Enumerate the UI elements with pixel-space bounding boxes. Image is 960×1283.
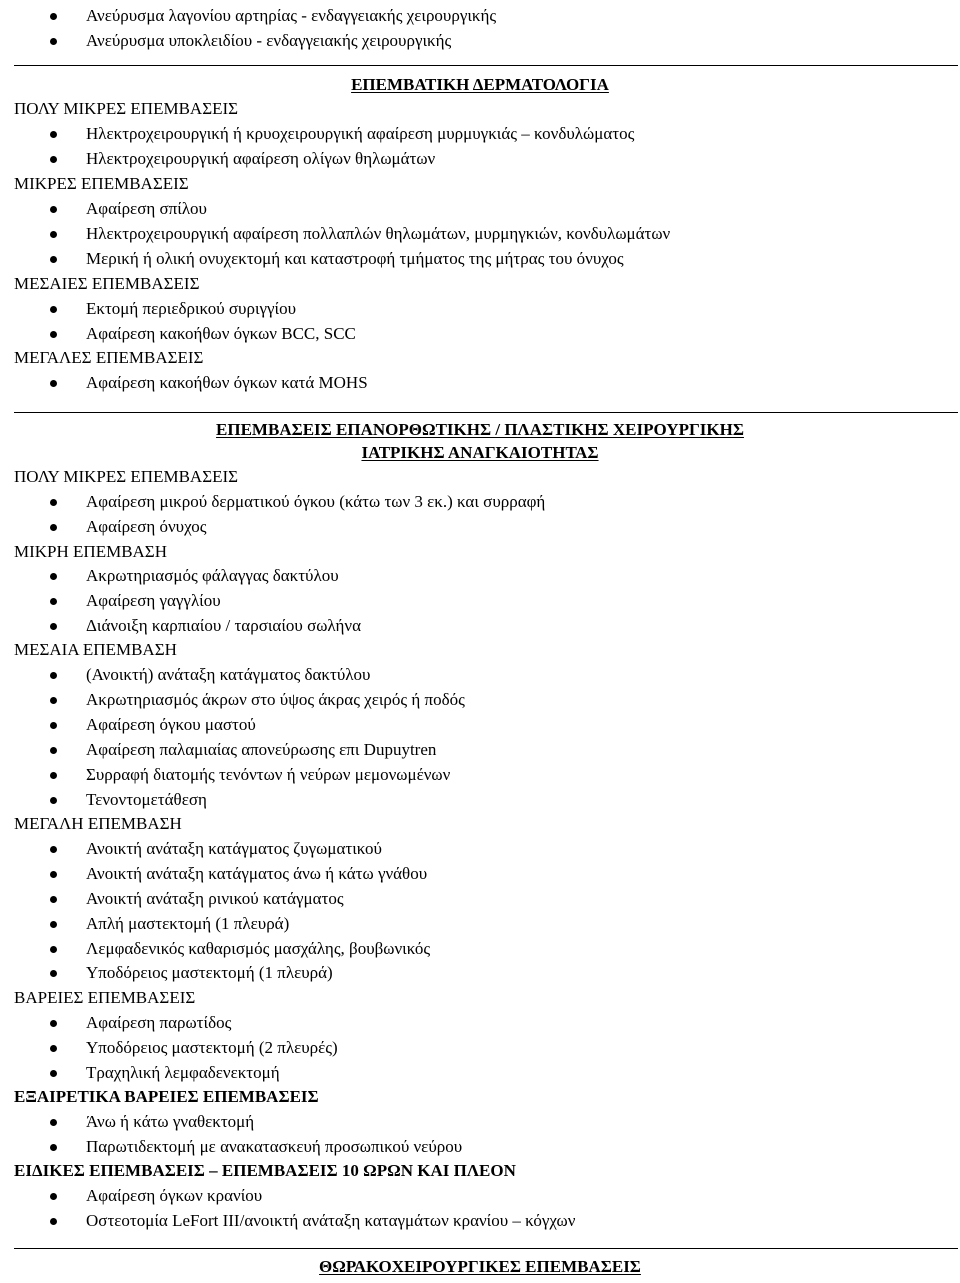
list-item: Ακρωτηριασμός φάλαγγας δακτύλου <box>86 564 339 588</box>
list-item: Ηλεκτροχειρουργική αφαίρεση πολλαπλών θηλωμάτων, μυρμηγκιών, κονδυλωμάτων <box>86 222 670 246</box>
section-title: ΘΩΡΑΚΟΧΕΙΡΟΥΡΓΙΚΕΣ ΕΠΕΜΒΑΣΕΙΣ <box>319 1257 641 1276</box>
category-heading: ΒΑΡΕΙΕΣ ΕΠΕΜΒΑΣΕΙΣ <box>14 988 196 1007</box>
list-item: Αφαίρεση όνυχος <box>86 515 207 539</box>
list-item: Μερική ή ολική ονυχεκτομή και καταστροφή τμήματος της μήτρας του όνυχος <box>86 247 624 271</box>
category-heading: ΠΟΛΥ ΜΙΚΡΕΣ ΕΠΕΜΒΑΣΕΙΣ <box>14 467 239 486</box>
list-item: Παρωτιδεκτομή με ανακατασκευή προσωπικού νεύρου <box>86 1135 462 1159</box>
list-item: Ηλεκτροχειρουργική ή κρυοχειρουργική αφαίρεση μυρμυγκιάς – κονδυλώματος <box>86 122 634 146</box>
table-row-divider <box>14 1248 958 1249</box>
table-row-divider <box>14 65 958 66</box>
list-item: Αφαίρεση γαγγλίου <box>86 589 221 613</box>
list-item: Λεμφαδενικός καθαρισμός μασχάλης, βουβωνικός <box>86 937 430 961</box>
list-item: Ανοικτή ανάταξη ρινικού κατάγματος <box>86 887 344 911</box>
category-heading: ΜΕΣΑΙΑ ΕΠΕΜΒΑΣΗ <box>14 640 177 659</box>
category-heading: ΜΕΣΑΙΕΣ ΕΠΕΜΒΑΣΕΙΣ <box>14 274 200 293</box>
list-item: Ανεύρυσμα λαγονίου αρτηρίας - ενδαγγειακής χειρουργικής <box>86 4 496 28</box>
list-item: Ανοικτή ανάταξη κατάγματος άνω ή κάτω γνάθου <box>86 862 427 886</box>
list-item: Ακρωτηριασμός άκρων στο ύψος άκρας χειρός ή ποδός <box>86 688 465 712</box>
category-heading: ΜΙΚΡΕΣ ΕΠΕΜΒΑΣΕΙΣ <box>14 174 189 193</box>
list-item: Αφαίρεση όγκων κρανίου <box>86 1184 262 1208</box>
list-item: Οστεοτομία LeFort III/ανοικτή ανάταξη καταγμάτων κρανίου – κόγχων <box>86 1209 575 1233</box>
list-item: (Ανοικτή) ανάταξη κατάγματος δακτύλου <box>86 663 370 687</box>
list-item: Αφαίρεση παρωτίδος <box>86 1011 231 1035</box>
list-item: Αφαίρεση σπίλου <box>86 197 207 221</box>
list-item: Αφαίρεση κακοήθων όγκων BCC, SCC <box>86 322 356 346</box>
category-heading: ΜΕΓΑΛΗ ΕΠΕΜΒΑΣΗ <box>14 814 182 833</box>
section-title: ΙΑΤΡΙΚΗΣ ΑΝΑΓΚΑΙΟΤΗΤΑΣ <box>361 443 599 462</box>
list-item: Απλή μαστεκτομή (1 πλευρά) <box>86 912 289 936</box>
category-heading: ΜΙΚΡΗ ΕΠΕΜΒΑΣΗ <box>14 542 167 561</box>
list-item: Τενοντομετάθεση <box>86 788 207 812</box>
category-heading: ΜΕΓΑΛΕΣ ΕΠΕΜΒΑΣΕΙΣ <box>14 348 204 367</box>
list-item: Διάνοιξη καρπιαίου / ταρσιαίου σωλήνα <box>86 614 361 638</box>
list-item: Ανεύρυσμα υποκλειδίου - ενδαγγειακής χειρουργικής <box>86 29 451 53</box>
table-row-divider <box>14 412 958 413</box>
category-heading: ΕΙΔΙΚΕΣ ΕΠΕΜΒΑΣΕΙΣ – ΕΠΕΜΒΑΣΕΙΣ 10 ΩΡΩΝ ΚΑΙ ΠΛΕΟΝ <box>14 1161 516 1180</box>
list-item: Υποδόρειος μαστεκτομή (1 πλευρά) <box>86 961 333 985</box>
list-item: Υποδόρειος μαστεκτομή (2 πλευρές) <box>86 1036 338 1060</box>
list-item: Αφαίρεση παλαμιαίας απονεύρωσης επι Dupuytren <box>86 738 436 762</box>
list-item: Τραχηλική λεμφαδενεκτομή <box>86 1061 280 1085</box>
section-title: ΕΠΕΜΒΑΣΕΙΣ ΕΠΑΝΟΡΘΩΤΙΚΗΣ / ΠΛΑΣΤΙΚΗΣ ΧΕΙΡΟΥΡΓΙΚΗΣ <box>216 420 744 439</box>
list-item: Εκτομή περιεδρικού συριγγίου <box>86 297 296 321</box>
list-item: Ηλεκτροχειρουργική αφαίρεση ολίγων θηλωμάτων <box>86 147 435 171</box>
section-title: ΕΠΕΜΒΑΤΙΚΗ ΔΕΡΜΑΤΟΛΟΓΙΑ <box>351 75 609 94</box>
list-item: Άνω ή κάτω γναθεκτομή <box>86 1110 254 1134</box>
list-item: Συρραφή διατομής τενόντων ή νεύρων μεμονωμένων <box>86 763 450 787</box>
list-item: Αφαίρεση όγκου μαστού <box>86 713 256 737</box>
list-item: Αφαίρεση κακοήθων όγκων κατά MOHS <box>86 371 368 395</box>
category-heading: ΠΟΛΥ ΜΙΚΡΕΣ ΕΠΕΜΒΑΣΕΙΣ <box>14 99 239 118</box>
list-item: Ανοικτή ανάταξη κατάγματος ζυγωματικού <box>86 837 382 861</box>
list-item: Αφαίρεση μικρού δερματικού όγκου (κάτω των 3 εκ.) και συρραφή <box>86 490 545 514</box>
category-heading: ΕΞΑΙΡΕΤΙΚΑ ΒΑΡΕΙΕΣ ΕΠΕΜΒΑΣΕΙΣ <box>14 1087 319 1106</box>
